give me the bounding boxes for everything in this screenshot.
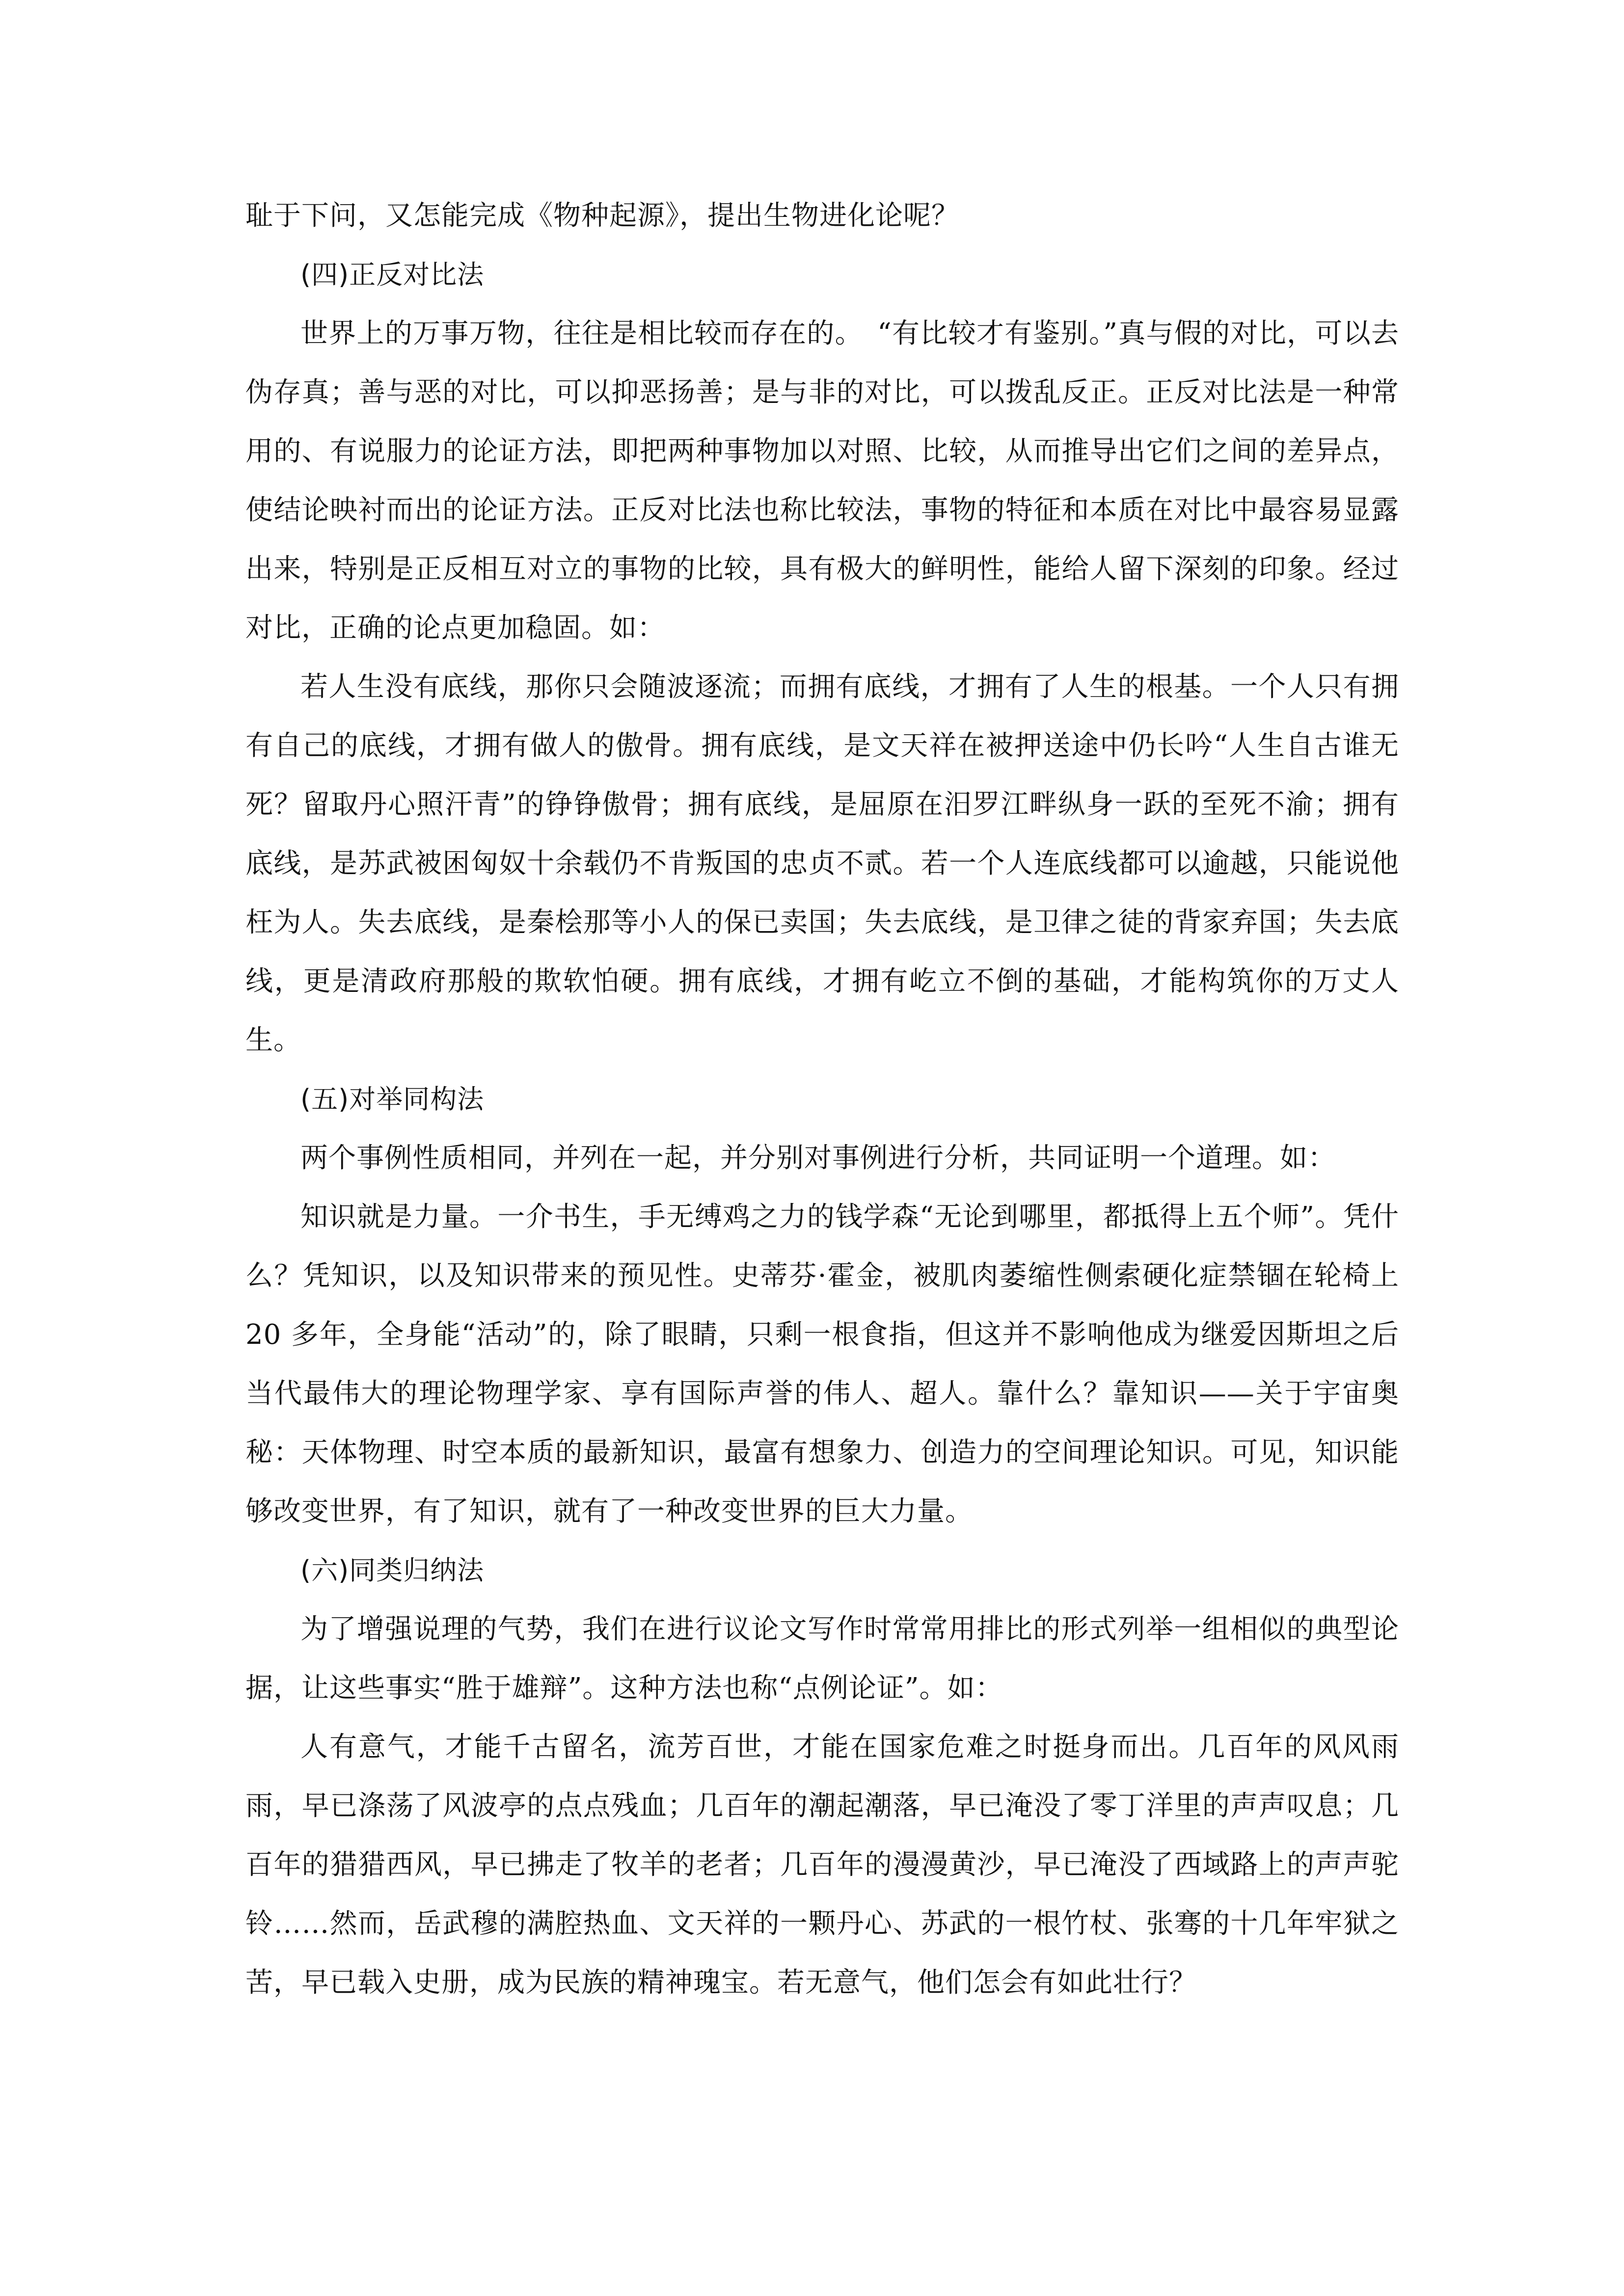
paragraph-parallel-example: 知识就是力量。一介书生，手无缚鸡之力的钱学森“无论到哪里，都抵得上五个师”。凭什么？凭知识，以及知识带来的预见性。史蒂芬·霍金，被肌肉萎缩性侧索硬化症禁锢在轮椅上 20 多年，全身能“活动”的，除了眼睛，只剩一根食指，但这并不影响他成为继爱因斯坦之后当代最伟大的理论物理学家、享有国际声誉的伟人、超人。靠什么？靠知识——关于宇宙奥秘：天体物理、时空本质的最新知识，最富有想象力、创造力的空间理论知识。可见，知识能够改变世界，有了知识，就有了一种改变世界的巨大力量。 [245,1201,1399,1527]
section-heading-induction-method: (六)同类归纳法 [300,1555,485,1586]
paragraph-contrast-example: 若人生没有底线，那你只会随波逐流；而拥有底线，才拥有了人生的根基。一个人只有拥有自己的底线，才拥有做人的傲骨。拥有底线，是文天祥在被押送途中仍长吟“人生自古谁无死？留取丹心照汗青”的铮铮傲骨；拥有底线，是屈原在汨罗江畔纵身一跃的至死不渝；拥有底线，是苏武被困匈奴十余载仍不肯叛国的忠贞不贰。若一个人连底线都可以逾越，只能说他枉为人。失去底线，是秦桧那等小人的保已卖国；失去底线，是卫律之徒的背家弃国；失去底线，更是清政府那般的欺软怕硬。拥有底线，才拥有屹立不倒的基础，才能构筑你的万丈人生。 [245,671,1399,1056]
paragraph-parallel-explanation: 两个事例性质相同，并列在一起，并分别对事例进行分析，共同证明一个道理。如： [300,1142,1336,1174]
section-heading-parallel-structure: (五)对举同构法 [300,1084,485,1115]
paragraph-continuation: 耻于下问，又怎能完成《物种起源》，提出生物进化论呢？ [245,200,959,232]
paragraph-contrast-explanation: 世界上的万事万物，往往是相比较而存在的。 “有比较才有鉴别。”真与假的对比，可以去伪存真；善与恶的对比，可以抑恶扬善；是与非的对比，可以拨乱反正。正反对比法是一种常用的、有说服力的论证方法，即把两种事物加以对照、比较，从而推导出它们之间的差异点，使结论映衬而出的论证方法。正反对比法也称比较法，事物的特征和本质在对比中最容易显露出来，特别是正反相互对立的事物的比较，具有极大的鲜明性，能给人留下深刻的印象。经过对比，正确的论点更加稳固。如： [245,318,1399,644]
paragraph-induction-explanation: 为了增强说理的气势，我们在进行议论文写作时常常用排比的形式列举一组相似的典型论据，让这些事实“胜于雄辩”。这种方法也称“点例论证”。如： [245,1613,1399,1704]
document-body [245,187,1399,2012]
section-heading-contrast-method: (四)正反对比法 [300,259,485,290]
paragraph-induction-example: 人有意气，才能千古留名，流芳百世，才能在国家危难之时挺身而出。几百年的风风雨雨，早已涤荡了风波亭的点点残血；几百年的潮起潮落，早已淹没了零丁洋里的声声叹息；几百年的猎猎西风，早已拂走了牧羊的老者；几百年的漫漫黄沙，早已淹没了西域路上的声声驼铃……然而，岳武穆的满腔热血、文天祥的一颗丹心、苏武的一根竹杖、张骞的十几年牢狱之苦，早已载入史册，成为民族的精神瑰宝。若无意气，他们怎会有如此壮行？ [245,1731,1399,1999]
